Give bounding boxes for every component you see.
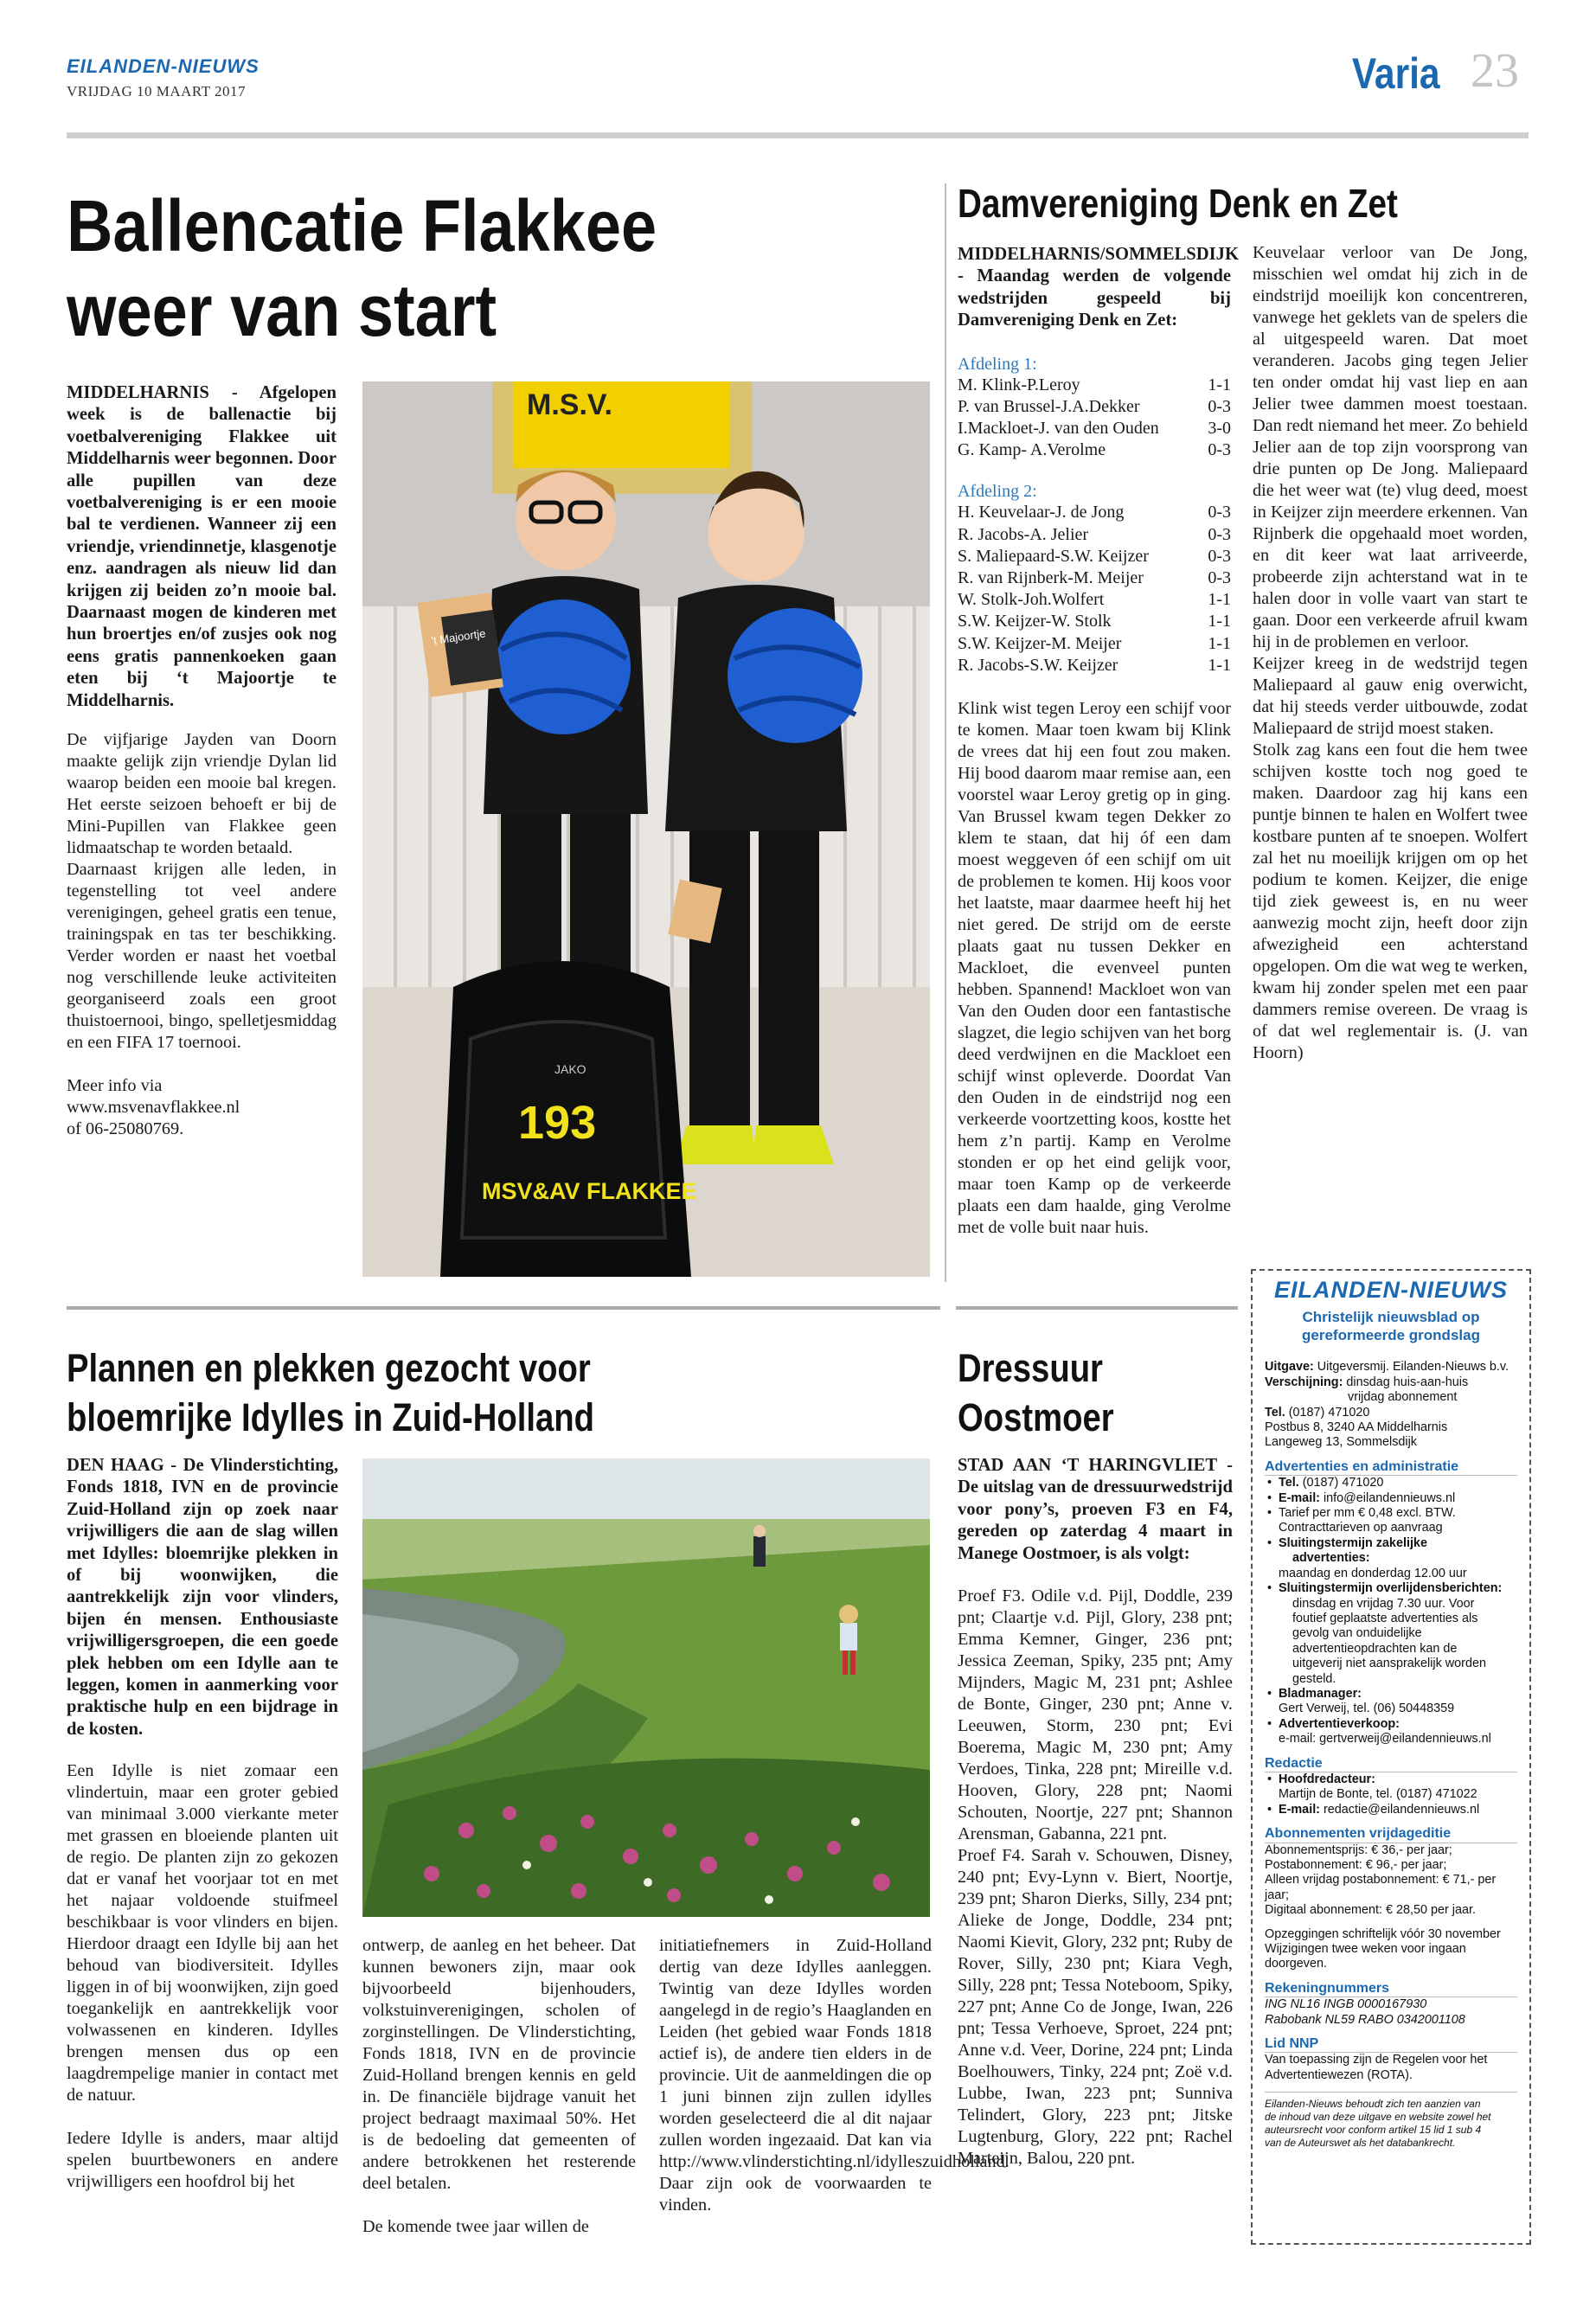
label: Advertentieverkoop: (1279, 1716, 1400, 1731)
result-row (958, 396, 1231, 418)
match-players: P. van Brussel-J.A.Dekker (958, 396, 1140, 416)
match-players: S.W. Keijzer-W. Stolk (958, 612, 1112, 631)
headline-line: Plannen en plekken gezocht voor (67, 1346, 591, 1390)
list-item (1279, 1687, 1517, 1717)
bag-brand: JAKO (554, 1062, 586, 1076)
match-score: 1-1 (1208, 612, 1231, 631)
match-score: 0-3 (1208, 524, 1231, 544)
value: Opzeggingen schriftelijk vóór 30 november (1265, 1926, 1501, 1941)
meadow-photo (362, 1458, 930, 1917)
label: Sluitingstermijn zakelijke (1279, 1535, 1427, 1550)
article-paragraph: Stolk zag kans een fout die hem twee schijven kostte toch nog goed te maken. Daardoor zag hij kans een puntje binnen te halen en Wolfert twee kostbare punten af te snoepen. Wolfert zal het nu moeilijk krijgen om op het podium te komen. Keijzer, die enige tijd ziek geweest is, en nu weer aanwezig mocht zijn, heeft door zijn afwezigheid een achterstand opgelopen. Om die wat weg te werken, kwam hij zonder spelen met een paar dammers remise overeen. De vraag is of dat wel reglementair is. (J. van Hoorn) (1253, 740, 1528, 1062)
colophon-header (1265, 1277, 1517, 1344)
result-row (958, 611, 1231, 632)
article-paragraph: ontwerp, de aanleg en het beheer. Dat kunnen bewoners zijn, maar ook bijvoorbeeld bijenhouders, volkstuinverenigingen, scholen of zorginstellingen. De Vlinderstichting, Fonds 1818, IVN en de provincie Zuid-Holland brengen kennis en geld in. De financiële bijdrage vanuit het project bedraagt maximaal 50%. Het is de bedoeling dat gemeenten of andere betrokkenen het resterende deel betalen. (362, 1936, 636, 2193)
article-paragraph: initiatiefnemers in Zuid-Holland dertig van deze Idylles aanleggen. Twintig van deze Idylles worden aangelegd in de regio’s Haaglanden en Leiden (het gebied waar Fonds 1818 actief is), de andere tien elders in de provincie. Uit de aanmeldingen die op 1 juni binnen zijn zullen idylles worden geselecteerd die al dit najaar zullen worden ingezaaid. Dat kan via http://www.vlinderstichting.nl/idylleszuidholland. Daar zijn ook de voorwaarden te vinden. (659, 1936, 1010, 2214)
label: Tel. (1265, 1405, 1285, 1420)
nnp-title: Lid NNP (1265, 2036, 1517, 2053)
rekening-title: Rekeningnummers (1265, 1981, 1517, 1997)
publisher-info (1265, 1360, 1517, 1450)
voucher-card: 't Majoortje (430, 626, 487, 648)
afdeling1-results (958, 375, 1231, 462)
article-paragraph: Daarnaast krijgen alle leden, in tegenstelling tot veel andere verenigingen, geheel gratis een tenue, trainingspak en tas ter beschikking. Verder worden er naast het voetbal nog verschillende leuke activiteiten georganiseerd zoals een groot thuistoernooi, bingo, spelletjesmiddag en een FIFA 17 toernooi. (67, 860, 337, 1053)
result-row (958, 439, 1231, 461)
damvereniging-col1 (958, 244, 1239, 1239)
colophon-subtitle: Christelijk nieuwsblad op (1302, 1309, 1480, 1326)
article-paragraph: De vijfjarige Jayden van Doorn maakte gelijk zijn vriendje Dylan lid waarop beiden een mooie bal kregen. Het eerste seizoen behoeft er bij de Mini-Pupillen van Flakkee geen lidmaatschap te worden betaald. (67, 730, 337, 858)
result-row (958, 375, 1231, 396)
idylles-col1 (67, 1455, 338, 2193)
disclaimer-line: de inhoud van deze uitgave en website zowel het (1265, 2111, 1491, 2124)
match-players: R. van Rijnberk-M. Meijer (958, 568, 1144, 588)
value: vrijdag abonnement (1348, 1390, 1458, 1405)
result-row (958, 524, 1231, 546)
result-row (958, 589, 1231, 611)
headline-line: Ballencatie Flakkee (67, 185, 657, 266)
afdeling2-title: Afdeling 2: (958, 482, 1037, 502)
label: Verschijning: (1265, 1375, 1343, 1389)
bag-number: 193 (518, 1097, 597, 1149)
value: Digitaal abonnement: € 28,50 per jaar. (1265, 1903, 1477, 1918)
match-players: S.W. Keijzer-M. Meijer (958, 633, 1122, 653)
article-paragraph: Keijzer kreeg in de wedstrijd tegen Maliepaard al gauw enig overwicht, dat hij steeds verder uitbouwde, zodat Maliepaard de strijd moest staken. (1253, 654, 1528, 738)
list-item (1279, 1772, 1517, 1803)
value: Tarief per mm € 0,48 excl. BTW. (1279, 1506, 1456, 1521)
match-score: 1-1 (1208, 655, 1231, 675)
list-item (1279, 1476, 1517, 1490)
idylles-col2 (362, 1935, 636, 2238)
match-players: S. Maliepaard-S.W. Keijzer (958, 546, 1149, 566)
idylles-headline (67, 1343, 594, 1442)
match-players: R. Jacobs-S.W. Keijzer (958, 655, 1118, 675)
afdeling2-results (958, 502, 1231, 676)
redactie-title: Redactie (1265, 1756, 1517, 1772)
column-rule (945, 183, 946, 1282)
result-row (958, 502, 1231, 523)
advertenties-title: Advertenties en administratie (1265, 1459, 1517, 1476)
website-link[interactable]: www.msvenavflakkee.nl (67, 1098, 240, 1118)
label: Sluitingstermijn overlijdensberichten: (1279, 1581, 1503, 1596)
bag-text: MSV&AV FLAKKEE (482, 1178, 697, 1204)
abonnementen-title: Abonnementen vrijdageditie (1265, 1826, 1517, 1843)
value: Uitgeversmij. Eilanden-Nieuws b.v. (1317, 1360, 1509, 1375)
match-score: 0-3 (1208, 396, 1231, 416)
paper-logo: EILANDEN-NIEUWS (67, 55, 260, 77)
match-score: 1-1 (1208, 375, 1231, 394)
address-line: Postbus 8, 3240 AA Middelharnis (1265, 1420, 1448, 1435)
match-players: G. Kamp- A.Verolme (958, 440, 1106, 460)
value: Postabonnement: € 96,- per jaar; (1265, 1858, 1447, 1872)
redactie-list (1265, 1772, 1517, 1817)
match-players: M. Klink-P.Leroy (958, 375, 1080, 394)
value: (0187) 471020 (1288, 1405, 1370, 1420)
email-link[interactable]: e-mail: gertverweij@eilandennieuws.nl (1279, 1732, 1491, 1747)
article-paragraph: Klink wist tegen Leroy een schijf voor te komen. Maar toen kwam bij Klink de vrees dat hij een fout zou maken. Hij bood daarom maar remise aan, een voorstel waar Leroy gretig op in ging. Van Brussel kwam tegen Dekker zo klem te staan, dat hij óf een dam moest weggeven óf een schijf om uit de problemen te komen. Hij koos voor het laatste, maar daarmee heeft hij het niet gered. De strijd om de eerste plaats gaat nu tussen Dekker en Mackloet, die evenveel punten hebben. Spannend! Mackloet won van Van den Ouden door een fantastische slagzet, die legio schijven van het borg deed verdwijnen en die Mackloet een schijf winst opleverde. Doordat Van den Ouden in de eindstrijd nog een verkeerde voortzetting koos, kostte het hem z’n partij. Kamp en Verolme stonden er op het eind gelijk voor, maar toen Kamp op de verkeerde plaats een dam haalde, ging Verolme met de volle buit naar huis. (958, 699, 1231, 1238)
section-rule (956, 1306, 1238, 1310)
label: Hoofdredacteur: (1279, 1772, 1375, 1786)
section-title: Varia (1352, 49, 1440, 98)
colophon-subtitle: gereformeerde grondslag (1302, 1327, 1480, 1344)
value: uitgeverij niet aansprakelijk worden (1292, 1657, 1486, 1671)
article-lead: MIDDELHARNIS - Afgelopen week is de ballenactie bij voetbalvereniging Flakkee uit Middelharnis weer begonnen. Door alle pupillen van deze voetbalvereniging is er een mooie bal te verdienen. Wanneer zij een vriendje, vriendinnetje, klasgenotje enz. aandragen als nieuw lid dan krijgen zij beiden zo’n mooie bal. Daarnaast mogen de kinderen met hun broertjes en/of zusjes ook nog eens gratis pannenkoeken gaan eten bij ‘t Majoortje te Middelharnis. (67, 383, 337, 710)
kids-photo-illustration (362, 381, 930, 1277)
result-row (958, 546, 1231, 567)
value: Contracttarieven op aanvraag (1279, 1521, 1443, 1535)
disclaimer-line: auteursrecht voor conform artikel 15 lid 1 sub 4 (1265, 2124, 1482, 2137)
idylles-col3 (659, 1935, 1010, 2216)
label: advertenties: (1292, 1551, 1370, 1566)
match-players: R. Jacobs-A. Jelier (958, 524, 1089, 544)
value: (0187) 471020 (1302, 1476, 1384, 1490)
info-line: Meer info via (67, 1076, 163, 1096)
match-players: W. Stolk-Joh.Wolfert (958, 590, 1105, 610)
phone-number: of 06-25080769. (67, 1119, 184, 1139)
ballencatie-headline (67, 183, 657, 353)
value: doorgeven. (1265, 1957, 1328, 1971)
article-lead: MIDDELHARNIS/SOMMELSDIJK - Maandag werden de volgende wedstrijden gespeeld bij Damvereniging Denk en Zet: (958, 245, 1239, 330)
email-link[interactable]: info@eilandennieuws.nl (1323, 1490, 1456, 1505)
match-players: I.Mackloet-J. van den Ouden (958, 419, 1159, 439)
value: Alleen vrijdag postabonnement: € 71,- per jaar; (1265, 1873, 1497, 1902)
result-row (958, 655, 1231, 676)
colophon-logo: EILANDEN-NIEUWS (1274, 1277, 1508, 1303)
value-block (1279, 1597, 1517, 1687)
value: maandag en donderdag 12.00 uur (1279, 1566, 1467, 1580)
label: Bladmanager: (1279, 1686, 1362, 1701)
header-rule (67, 132, 1529, 138)
article-lead: STAD AAN ‘T HARINGVLIET - De uitslag van de dressuurwedstrijd voor pony’s, proeven F3 en F4, gereden op zaterdag 4 maart in Manege Oostmoer, is als volgt: (958, 1456, 1233, 1563)
match-players: H. Keuvelaar-J. de Jong (958, 503, 1125, 522)
value: gesteld. (1292, 1671, 1336, 1686)
article-paragraph: Iedere Idylle is anders, maar altijd spelen buurtbewoners en andere vrijwilligers een hoofdrol bij het (67, 2129, 338, 2192)
disclaimer (1265, 2092, 1517, 2150)
value: Van toepassing zijn de Regelen voor het (1265, 2053, 1488, 2067)
article-lead: DEN HAAG - De Vlinderstichting, Fonds 1818, IVN en de provincie Zuid-Holland zijn op zoek naar vrijwilligers die aan de slag willen met Idylles: bloemrijke plekken in of bij woonwijken, die aantrekkelijk zijn voor vlinders, bijen én mensen. Enthousiaste vrijwilligersgroepen, die een goede plek hebben om een Idylle aan te leggen, komen in aanmerking voor praktische hulp en een bijdrage in de kosten. (67, 1456, 338, 1739)
damvereniging-col2 (1253, 242, 1528, 1064)
kids-photo (362, 381, 930, 1277)
result-row (958, 633, 1231, 655)
value: Advertentiewezen (ROTA). (1265, 2067, 1413, 2082)
email-link[interactable]: redactie@eilandennieuws.nl (1323, 1802, 1480, 1817)
article-paragraph: De komende twee jaar willen de (362, 2217, 589, 2236)
meadow-photo-illustration (362, 1458, 930, 1917)
article-paragraph: Proef F3. Odile v.d. Pijl, Doddle, 239 pnt; Claartje v.d. Pijl, Glory, 238 pnt; Emma Kemner, Ginger, 236 pnt; Jessica Zeeman, Spiky, 235 pnt; Amy Mijnders, Magic M, 231 pnt; Ashlee de Bonte, Ginger, 230 pnt; Anne v. Leeuwen, Storm, 230 pnt; Evi Boerema, Magic M, 230 pnt; Amy Verdoes, Tinka, 228 pnt; Mireille v.d. Hooven, Glory, 228 pnt; Naomi Schouten, Noortje, 227 pnt; Shannon Arensman, Gabanna, 221 pnt. (958, 1586, 1233, 1844)
label: Uitgave: (1265, 1360, 1314, 1375)
value: Rabobank NL59 RABO 0342001108 (1265, 2012, 1465, 2027)
article-paragraph: Keuvelaar verloor van De Jong, misschien wel omdat hij zich in de eindstrijd moeilijk kon concentreren, vanwege het geklets van de spelers die al uitgespeeld waren. Dat moet veranderen. Jacobs ging tegen Jelier ten onder omdat hij vast liep en aan Jelier twee dammen moest toestaan. Dan redt niemand het meer. Zo behield Jelier aan de top zijn voorsprong van drie punten op De Jong. Maliepaard die het weer wat (te) vlug deed, moest in Keijzer zijn meerdere erkennen. Van Rijnberk die opgehaald moet worden, en dit keer wat laat arriveerde, probeerde zijn achterstand wat in te halen door in volle vaart van start te gaan. Door een verkeerde afruil kwam hij in de problemen en verloor. (1253, 243, 1528, 651)
headline-line: Oostmoer (958, 1395, 1114, 1439)
label: Tel. (1279, 1476, 1299, 1490)
value: foutief geplaatste advertenties als (1292, 1611, 1478, 1625)
value: Wijzigingen twee weken voor ingaan (1265, 1942, 1466, 1957)
ballencatie-text (67, 382, 337, 1140)
match-score: 0-3 (1208, 568, 1231, 588)
address-line: Langeweg 13, Sommelsdijk (1265, 1435, 1417, 1450)
match-score: 3-0 (1208, 419, 1231, 439)
article-paragraph: Proef F4. Sarah v. Schouwen, Disney, 240 pnt; Evy-Lynn v. Biert, Noortje, 239 pnt; Sharon Dierks, Silly, 234 pnt; Alieke de Jonge, Doddle, 234 pnt; Naomi Kievit, Glory, 232 pnt; Ruby de Rover, Silly, 230 pnt; Kiara Vegh, Silly, 228 pnt; Tessa Noteboom, Spiky, 227 pnt; Anne Co de Jonge, Iwan, 226 pnt; Tessa Verhoeve, Sproet, 224 pnt; Anne v.d. Veer, Dorine, 224 pnt; Linda Boelhouwers, Tinky, 224 pnt; Zoë v.d. Lubbe, Iwan, 223 pnt; Sunniva Telindert, Glory, 223 pnt; Jitske Lugtenburg, Glory, 222 pnt; Rachel Marteijn, Balou, 220 pnt. (958, 1846, 1233, 2169)
issue-date: VRIJDAG 10 MAART 2017 (67, 83, 247, 99)
disclaimer-line: van de Auteurswet als het databankrecht. (1265, 2137, 1456, 2150)
list-item (1279, 1803, 1517, 1817)
value: ING NL16 INGB 0000167930 (1265, 1997, 1427, 2012)
list-item (1279, 1506, 1517, 1536)
dressuur-headline (958, 1343, 1114, 1442)
match-score: 0-3 (1208, 546, 1231, 566)
list-item (1279, 1581, 1517, 1687)
value: dinsdag huis-aan-huis (1346, 1375, 1469, 1389)
match-score: 0-3 (1208, 440, 1231, 460)
match-score: 1-1 (1208, 590, 1231, 610)
value: dinsdag en vrijdag 7.30 uur. Voor (1292, 1596, 1475, 1611)
match-score: 0-3 (1208, 503, 1231, 522)
value: Abonnementsprijs: € 36,- per jaar; (1265, 1843, 1452, 1857)
afdeling1-title: Afdeling 1: (958, 354, 1037, 374)
section-rule (67, 1306, 940, 1310)
article-paragraph: Een Idylle is niet zomaar een vlindertuin, maar een groter gebied van minimaal 3.000 vierkante meter met grassen en bloeiende planten uit de regio. De planten zijn zo gekozen dat er vanaf het voorjaar tot en met het najaar voldoende stuifmeel beschikbaar is voor vlinders en bijen. Hierdoor draagt een Idylle bij aan het behoud van biodiversiteit. Idylles liggen in of bij woonwijken, zijn goed toegankelijk en aantrekkelijk voor volwassenen en kinderen. Idylles brengen mensen dus op een laagdrempelige manier in contact met de natuur. (67, 1761, 338, 2106)
headline-line: Dressuur (958, 1346, 1103, 1390)
label: E-mail: (1279, 1490, 1320, 1505)
match-score: 1-1 (1208, 633, 1231, 653)
headline-line: weer van start (67, 270, 497, 351)
value: advertentieopdrachten kan de (1292, 1641, 1458, 1656)
dressuur-text (958, 1455, 1233, 2170)
wall-sign: M.S.V. (527, 388, 612, 421)
page-number: 23 (1471, 44, 1519, 98)
list-item (1279, 1491, 1517, 1506)
damvereniging-headline: Damvereniging Denk en Zet (958, 181, 1398, 226)
result-row (958, 567, 1231, 589)
label: E-mail: (1279, 1802, 1320, 1817)
disclaimer-line: Eilanden-Nieuws behoudt zich ten aanzien van (1265, 2098, 1481, 2111)
list-item (1279, 1717, 1517, 1747)
headline-line: bloemrijke Idylles in Zuid-Holland (67, 1395, 594, 1439)
result-row (958, 418, 1231, 439)
value: Gert Verweij, tel. (06) 50448359 (1279, 1702, 1455, 1716)
list-item (1279, 1536, 1517, 1581)
value: Martijn de Bonte, tel. (0187) 471022 (1279, 1787, 1477, 1802)
advertenties-list (1265, 1476, 1517, 1747)
colophon-box (1251, 1269, 1531, 2245)
value: gevolg van onduidelijke (1292, 1626, 1422, 1641)
